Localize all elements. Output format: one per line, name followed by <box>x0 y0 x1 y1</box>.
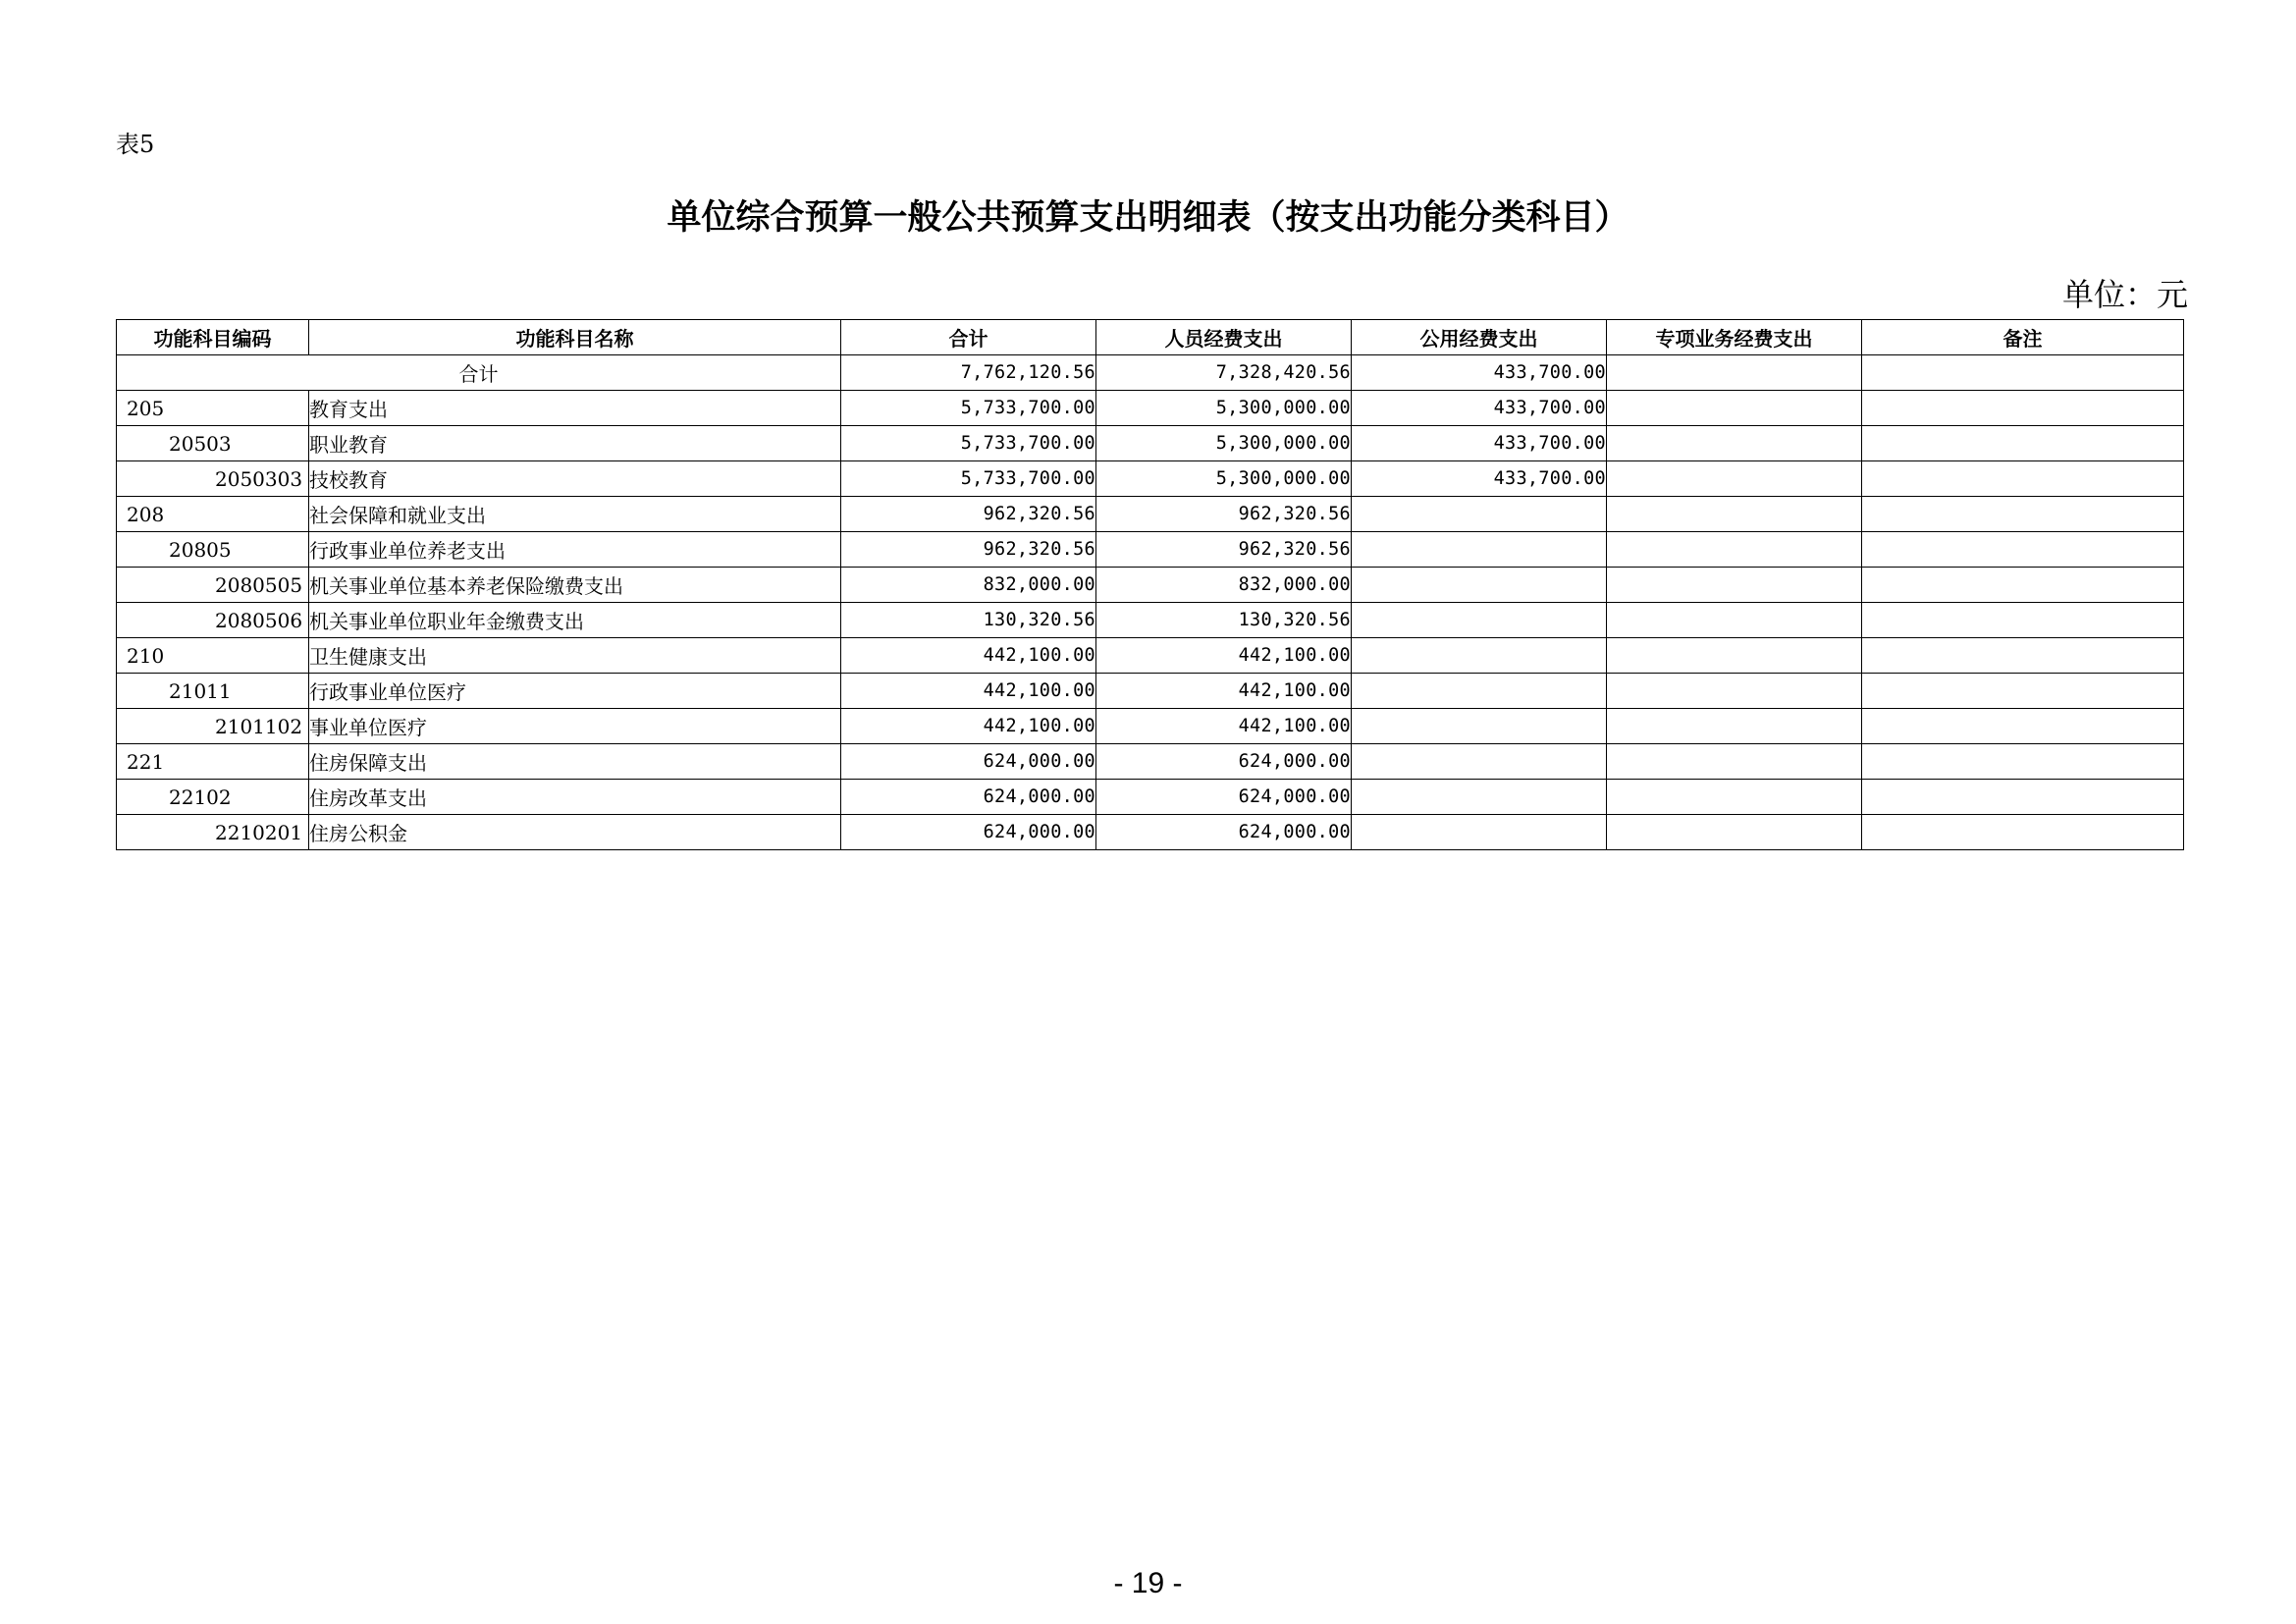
public-cell: 433,700.00 <box>1352 461 1607 497</box>
total-cell: 5,733,700.00 <box>841 391 1096 426</box>
total-cell: 624,000.00 <box>841 815 1096 850</box>
personnel-cell: 442,100.00 <box>1096 638 1352 674</box>
page-number: - 19 - <box>1113 1567 1183 1599</box>
header-total: 合计 <box>841 320 1096 355</box>
public-cell <box>1352 744 1607 780</box>
code-cell: 221 <box>117 744 309 780</box>
total-row <box>117 355 2184 391</box>
table-row <box>117 426 2184 461</box>
personnel-cell: 962,320.56 <box>1096 497 1352 532</box>
project-cell <box>1607 638 1862 674</box>
personnel-cell: 442,100.00 <box>1096 709 1352 744</box>
name-cell: 事业单位医疗 <box>309 709 841 744</box>
code-cell: 21011 <box>117 674 309 709</box>
personnel-cell: 5,300,000.00 <box>1096 461 1352 497</box>
code-cell: 2050303 <box>117 461 309 497</box>
public-cell <box>1352 532 1607 568</box>
project-cell <box>1607 497 1862 532</box>
project-cell <box>1607 780 1862 815</box>
name-cell: 住房改革支出 <box>309 780 841 815</box>
code-cell: 205 <box>117 391 309 426</box>
code-cell: 2080505 <box>117 568 309 603</box>
header-public: 公用经费支出 <box>1352 320 1607 355</box>
remark-cell <box>1862 815 2184 850</box>
public-cell <box>1352 568 1607 603</box>
code-cell: 208 <box>117 497 309 532</box>
public-cell <box>1352 603 1607 638</box>
name-cell: 行政事业单位医疗 <box>309 674 841 709</box>
project-cell <box>1607 674 1862 709</box>
table-header-row <box>117 320 2184 355</box>
name-cell: 机关事业单位职业年金缴费支出 <box>309 603 841 638</box>
table-row <box>117 638 2184 674</box>
public-cell <box>1352 780 1607 815</box>
table-row <box>117 568 2184 603</box>
total-public-cell: 433,700.00 <box>1352 355 1607 391</box>
remark-cell <box>1862 532 2184 568</box>
total-cell: 832,000.00 <box>841 568 1096 603</box>
personnel-cell: 5,300,000.00 <box>1096 391 1352 426</box>
table-row <box>117 603 2184 638</box>
header-personnel: 人员经费支出 <box>1096 320 1352 355</box>
code-cell: 210 <box>117 638 309 674</box>
table-row <box>117 815 2184 850</box>
code-cell: 2210201 <box>117 815 309 850</box>
public-cell <box>1352 674 1607 709</box>
remark-cell <box>1862 568 2184 603</box>
name-cell: 机关事业单位基本养老保险缴费支出 <box>309 568 841 603</box>
project-cell <box>1607 603 1862 638</box>
total-cell: 624,000.00 <box>841 744 1096 780</box>
table-row <box>117 532 2184 568</box>
remark-cell <box>1862 461 2184 497</box>
unit-label: 单位：元 <box>2061 276 2188 313</box>
total-cell: 130,320.56 <box>841 603 1096 638</box>
table-row <box>117 709 2184 744</box>
total-remark-cell <box>1862 355 2184 391</box>
code-cell: 22102 <box>117 780 309 815</box>
personnel-cell: 832,000.00 <box>1096 568 1352 603</box>
code-cell: 2101102 <box>117 709 309 744</box>
table-row <box>117 780 2184 815</box>
table-row <box>117 461 2184 497</box>
public-cell <box>1352 709 1607 744</box>
name-cell: 住房公积金 <box>309 815 841 850</box>
project-cell <box>1607 568 1862 603</box>
personnel-cell: 624,000.00 <box>1096 780 1352 815</box>
public-cell <box>1352 815 1607 850</box>
name-cell: 教育支出 <box>309 391 841 426</box>
remark-cell <box>1862 391 2184 426</box>
table-row <box>117 497 2184 532</box>
total-cell: 5,733,700.00 <box>841 426 1096 461</box>
total-cell: 624,000.00 <box>841 780 1096 815</box>
total-amount-cell: 7,762,120.56 <box>841 355 1096 391</box>
table-row <box>117 674 2184 709</box>
project-cell <box>1607 426 1862 461</box>
table-row <box>117 391 2184 426</box>
public-cell: 433,700.00 <box>1352 426 1607 461</box>
public-cell <box>1352 497 1607 532</box>
remark-cell <box>1862 744 2184 780</box>
remark-cell <box>1862 780 2184 815</box>
name-cell: 住房保障支出 <box>309 744 841 780</box>
name-cell: 行政事业单位养老支出 <box>309 532 841 568</box>
remark-cell <box>1862 497 2184 532</box>
total-cell: 442,100.00 <box>841 709 1096 744</box>
total-project-cell <box>1607 355 1862 391</box>
project-cell <box>1607 709 1862 744</box>
remark-cell <box>1862 603 2184 638</box>
remark-cell <box>1862 638 2184 674</box>
personnel-cell: 442,100.00 <box>1096 674 1352 709</box>
name-cell: 技校教育 <box>309 461 841 497</box>
name-cell: 社会保障和就业支出 <box>309 497 841 532</box>
public-cell <box>1352 638 1607 674</box>
personnel-cell: 130,320.56 <box>1096 603 1352 638</box>
project-cell <box>1607 391 1862 426</box>
personnel-cell: 624,000.00 <box>1096 815 1352 850</box>
total-personnel-cell: 7,328,420.56 <box>1096 355 1352 391</box>
header-project: 专项业务经费支出 <box>1607 320 1862 355</box>
project-cell <box>1607 532 1862 568</box>
total-label: 合计 <box>117 355 841 391</box>
project-cell <box>1607 744 1862 780</box>
table-row <box>117 744 2184 780</box>
header-name: 功能科目名称 <box>309 320 841 355</box>
remark-cell <box>1862 674 2184 709</box>
name-cell: 卫生健康支出 <box>309 638 841 674</box>
personnel-cell: 624,000.00 <box>1096 744 1352 780</box>
document-title: 单位综合预算一般公共预算支出明细表（按支出功能分类科目） <box>667 198 1629 238</box>
remark-cell <box>1862 709 2184 744</box>
header-remark: 备注 <box>1862 320 2184 355</box>
total-cell: 962,320.56 <box>841 497 1096 532</box>
total-cell: 442,100.00 <box>841 638 1096 674</box>
personnel-cell: 5,300,000.00 <box>1096 426 1352 461</box>
table-number: 表5 <box>116 131 155 158</box>
code-cell: 20503 <box>117 426 309 461</box>
header-code: 功能科目编码 <box>117 320 309 355</box>
public-cell: 433,700.00 <box>1352 391 1607 426</box>
total-cell: 442,100.00 <box>841 674 1096 709</box>
name-cell: 职业教育 <box>309 426 841 461</box>
remark-cell <box>1862 426 2184 461</box>
budget-table <box>116 319 2184 850</box>
project-cell <box>1607 461 1862 497</box>
total-cell: 5,733,700.00 <box>841 461 1096 497</box>
personnel-cell: 962,320.56 <box>1096 532 1352 568</box>
project-cell <box>1607 815 1862 850</box>
total-cell: 962,320.56 <box>841 532 1096 568</box>
code-cell: 2080506 <box>117 603 309 638</box>
code-cell: 20805 <box>117 532 309 568</box>
